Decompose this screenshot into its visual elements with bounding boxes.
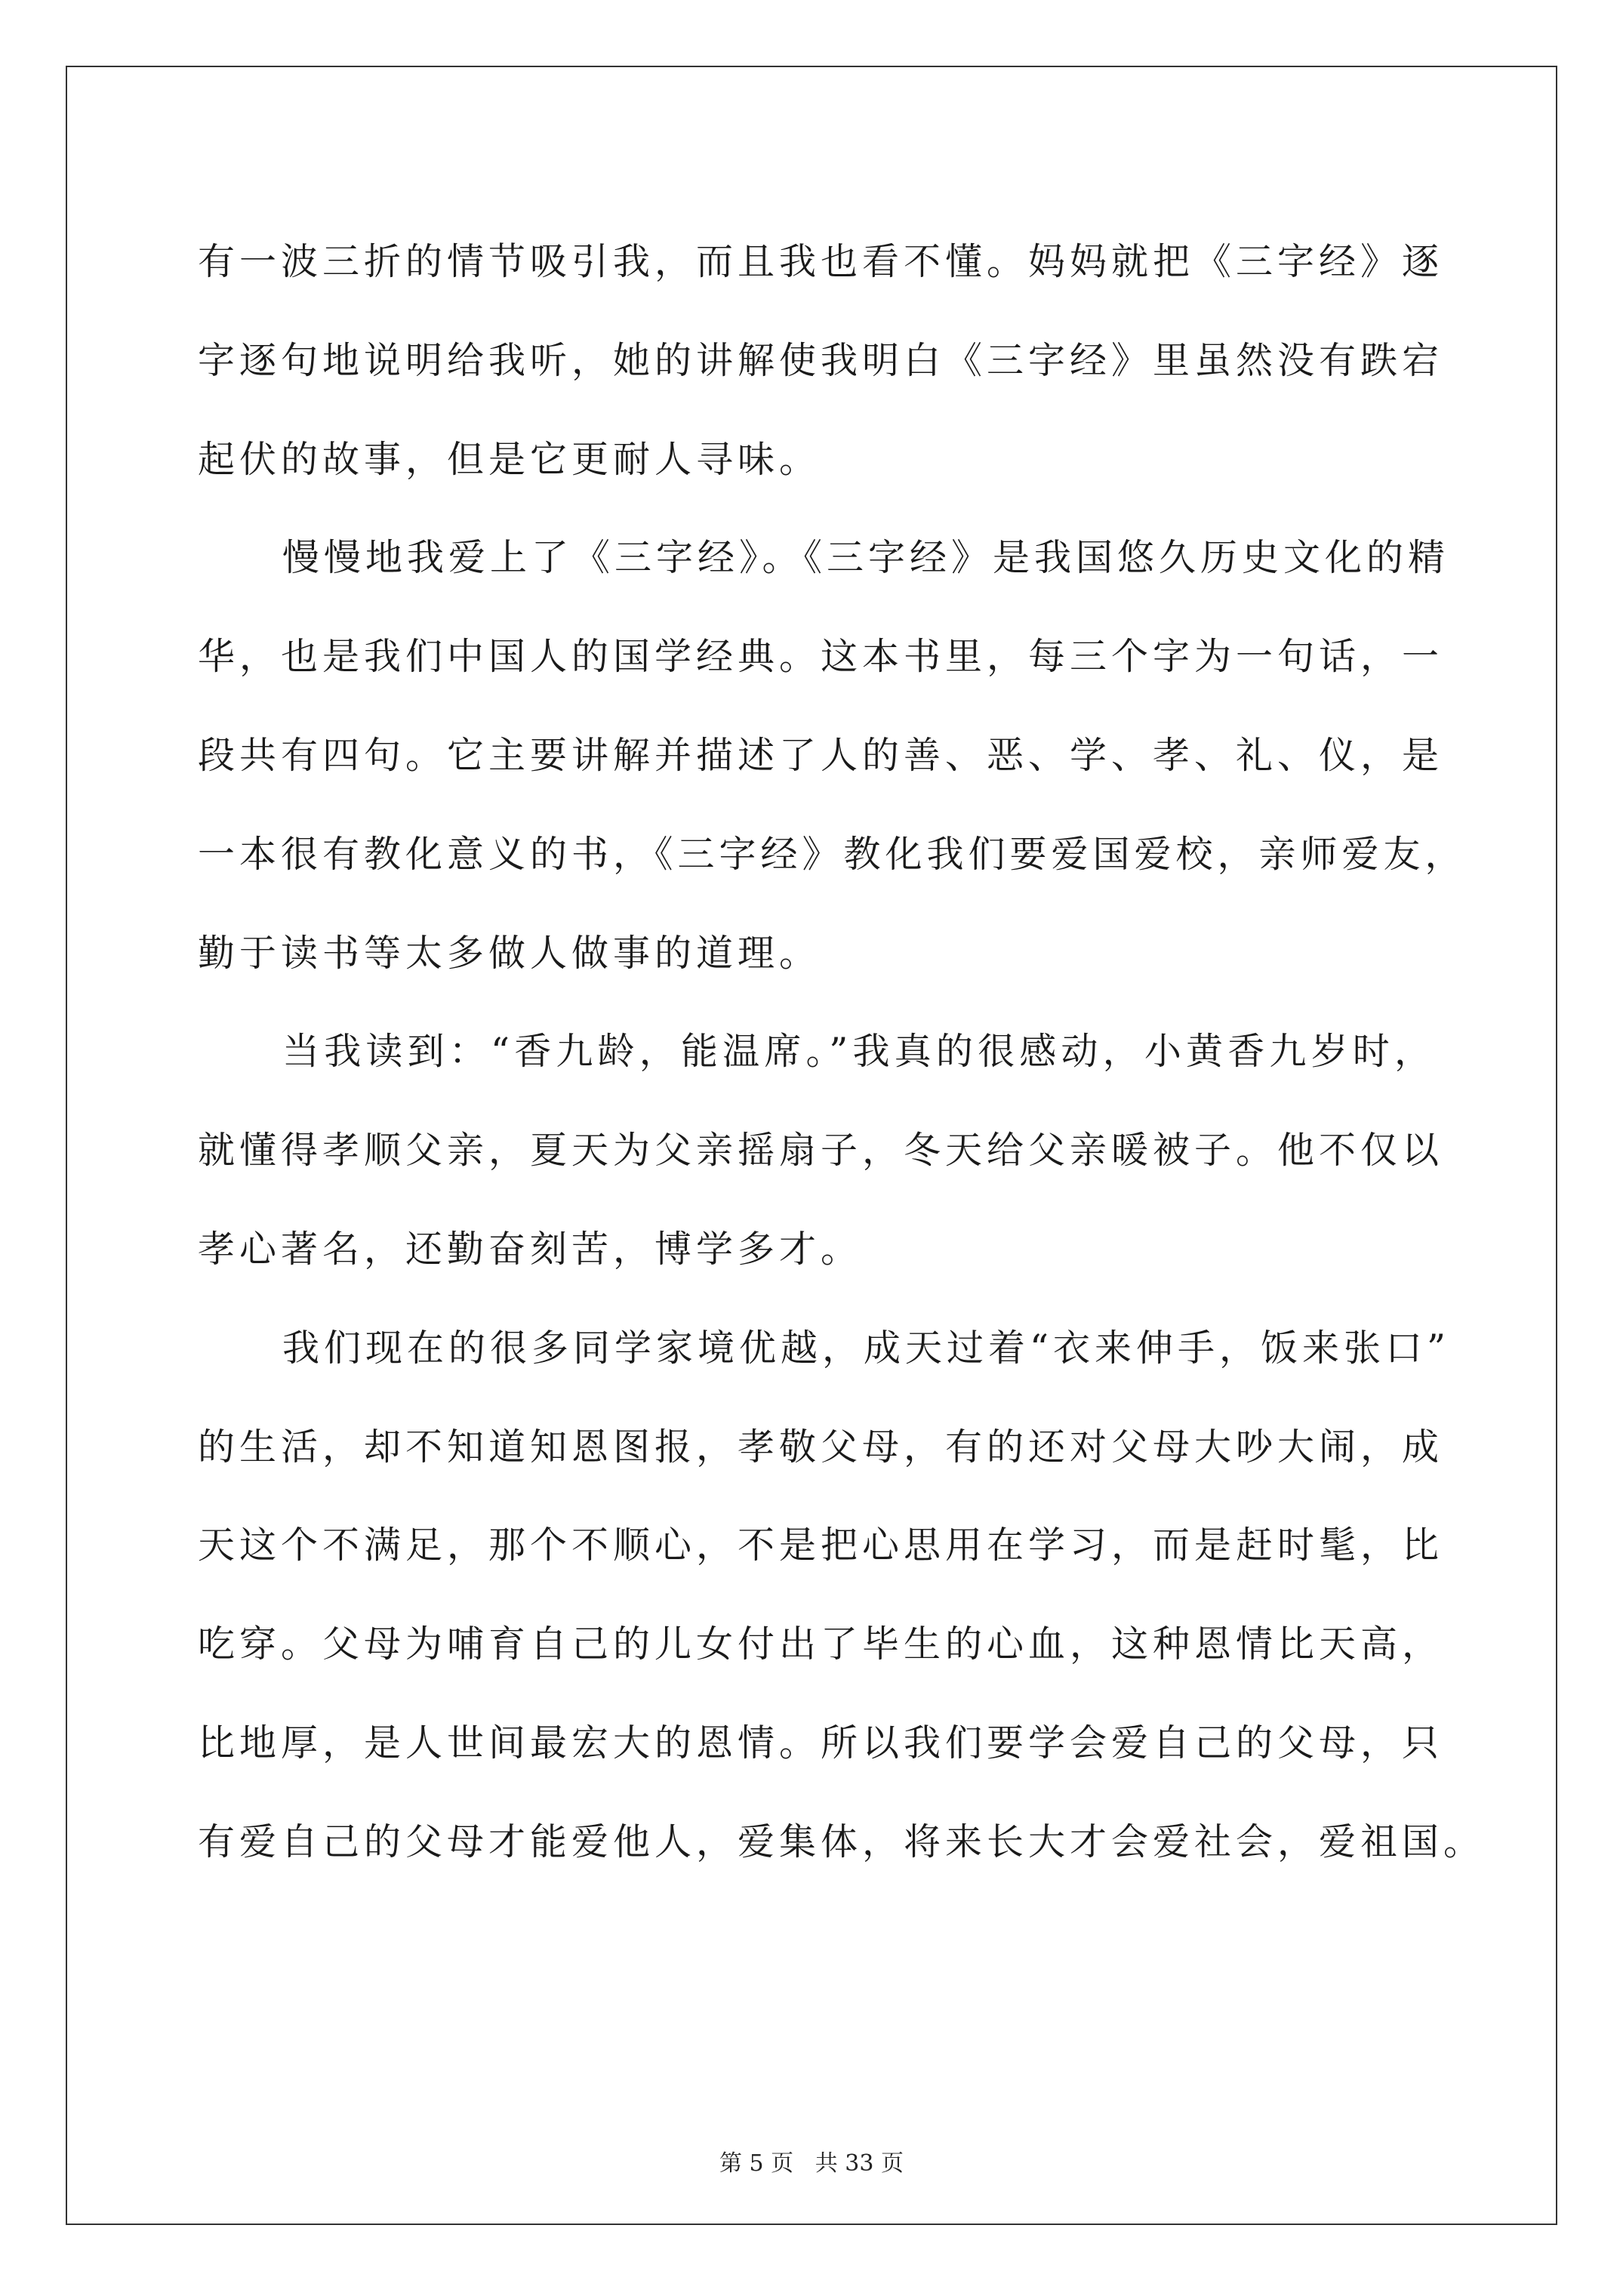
text-line: 我们现在的很多同学家境优越，成天过着“衣来伸手，饭来张口” <box>282 1326 1451 1370</box>
page-number: 第 5 页 <box>719 2150 794 2177</box>
text-line: 慢慢地我爱上了《三字经》。《三字经》是我国悠久历史文化的精 <box>282 536 1450 580</box>
text-line: 有爱自己的父母才能爱他人，爱集体，将来长大才会爱社会，爱祖国。 <box>198 1820 1486 1863</box>
text-line: 一本很有教化意义的书，《三字经》教化我们要爱国爱校，亲师爱友， <box>198 832 1467 876</box>
text-line: 字逐句地说明给我听，她的讲解使我明白《三字经》里虽然没有跌宕 <box>198 338 1444 382</box>
text-line: 孝心著名，还勤奋刻苦，博学多才。 <box>198 1227 863 1271</box>
text-line: 就懂得孝顺父亲，夏天为父亲摇扇子，冬天给父亲暖被子。他不仅以 <box>198 1129 1444 1173</box>
text-line: 比地厚，是人世间最宏大的恩情。所以我们要学会爱自己的父母，只 <box>198 1721 1444 1764</box>
text-line: 段共有四句。它主要讲解并描述了人的善、恶、学、孝、礼、仪，是 <box>198 733 1444 777</box>
text-line: 吃穿。父母为哺育自己的儿女付出了毕生的心血，这种恩情比天高， <box>198 1623 1444 1666</box>
text-line: 当我读到：“香九龄，能温席。”我真的很感动，小黄香九岁时， <box>282 1030 1436 1074</box>
text-line: 起伏的故事，但是它更耐人寻味。 <box>198 437 821 481</box>
text-line: 的生活，却不知道知恩图报，孝敬父母，有的还对父母大吵大闹，成 <box>198 1425 1444 1469</box>
text-line: 勤于读书等太多做人做事的道理。 <box>198 931 821 975</box>
page-footer <box>0 2144 1623 2177</box>
text-line: 有一波三折的情节吸引我，而且我也看不懂。妈妈就把《三字经》逐 <box>198 240 1444 283</box>
page-total: 共 33 页 <box>815 2150 904 2177</box>
text-line: 华，也是我们中国人的国学经典。这本书里，每三个字为一句话，一 <box>198 635 1444 679</box>
document-body <box>198 213 1486 1892</box>
text-line: 天这个不满足，那个不顺心，不是把心思用在学习，而是赶时髦，比 <box>198 1524 1444 1567</box>
